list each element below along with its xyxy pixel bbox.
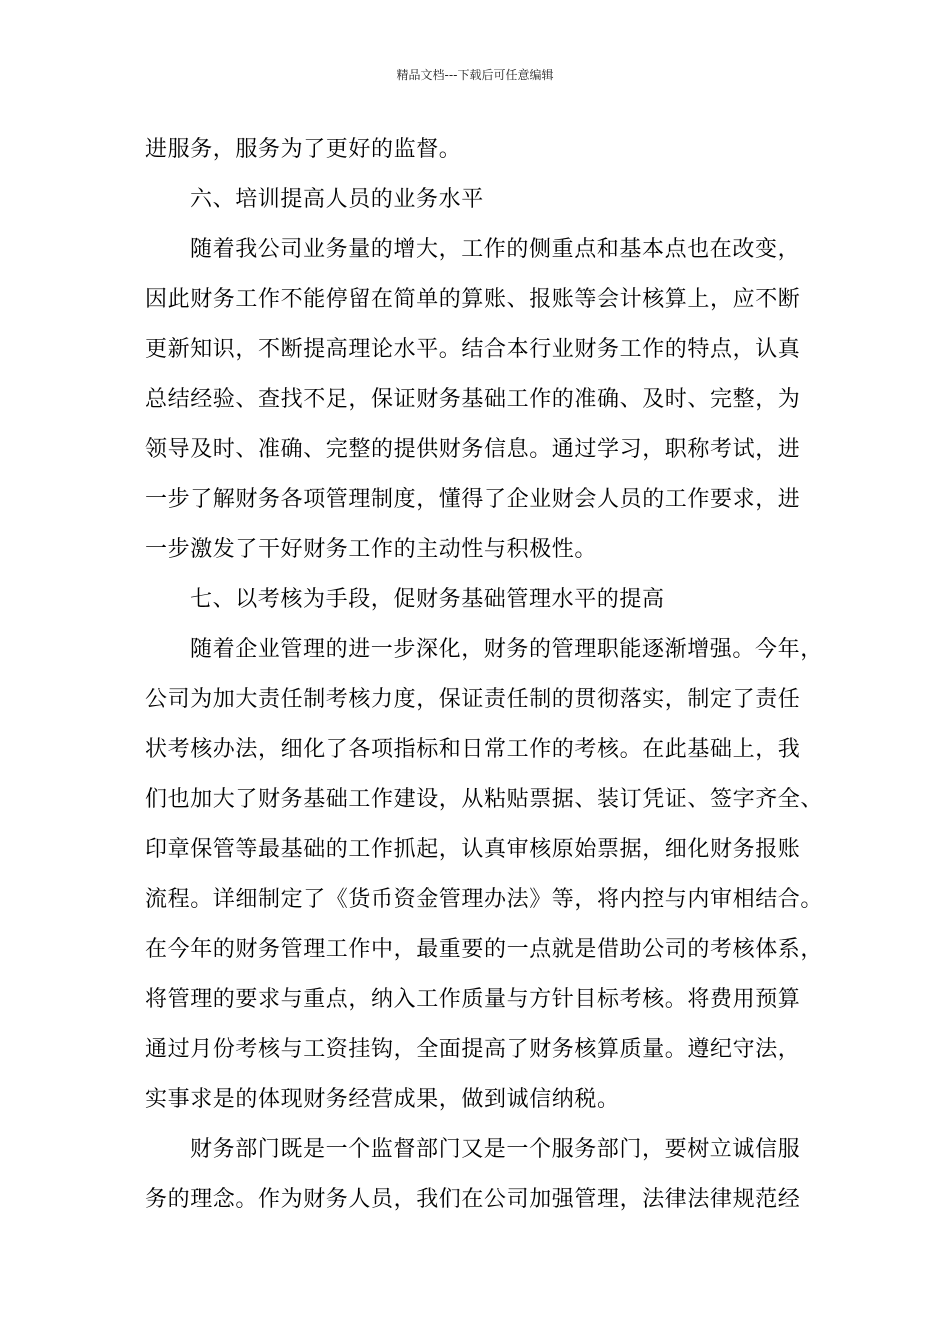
paragraph-line: 公司为加大责任制考核力度，保证责任制的贯彻落实，制定了责任 [145, 687, 801, 712]
paragraph-line: 将管理的要求与重点，纳入工作质量与方针目标考核。将费用预算 [145, 987, 801, 1012]
paragraph-line: 通过月份考核与工资挂钩，全面提高了财务核算质量。遵纪守法， [145, 1037, 801, 1062]
section-heading: 六、培训提高人员的业务水平 [190, 187, 484, 212]
section-heading: 七、以考核为手段，促财务基础管理水平的提高 [190, 587, 665, 612]
paragraph-line: 们也加大了财务基础工作建设，从粘贴票据、装订凭证、签字齐全、 [145, 787, 824, 812]
paragraph-line: 流程。详细制定了《货币资金管理办法》等，将内控与内审相结合。 [145, 887, 824, 912]
paragraph-line: 更新知识，不断提高理论水平。结合本行业财务工作的特点，认真 [145, 337, 801, 362]
paragraph-line: 随着我公司业务量的增大，工作的侧重点和基本点也在改变， [190, 237, 801, 262]
paragraph-line: 实事求是的体现财务经营成果，做到诚信纳税。 [145, 1087, 620, 1112]
paragraph-line: 印章保管等最基础的工作抓起，认真审核原始票据，细化财务报账 [145, 837, 801, 862]
page-header: 精品文档---下载后可任意编辑 [396, 68, 554, 82]
paragraph-line: 财务部门既是一个监督部门又是一个服务部门，要树立诚信服 [190, 1137, 801, 1162]
paragraph-line: 一步了解财务各项管理制度，懂得了企业财会人员的工作要求，进 [145, 487, 801, 512]
paragraph-line: 因此财务工作不能停留在简单的算账、报账等会计核算上，应不断 [145, 287, 801, 312]
paragraph-line: 总结经验、查找不足，保证财务基础工作的准确、及时、完整，为 [145, 387, 801, 412]
paragraph-line: 随着企业管理的进一步深化，财务的管理职能逐渐增强。今年， [190, 637, 823, 662]
paragraph-line: 一步激发了干好财务工作的主动性与积极性。 [145, 537, 598, 562]
paragraph-line: 在今年的财务管理工作中，最重要的一点就是借助公司的考核体系， [145, 937, 824, 962]
paragraph-line: 进服务，服务为了更好的监督。 [145, 137, 462, 162]
paragraph-line: 务的理念。作为财务人员，我们在公司加强管理，法律法律规范经 [145, 1187, 801, 1212]
paragraph-line: 状考核办法，细化了各项指标和日常工作的考核。在此基础上，我 [145, 737, 801, 762]
paragraph-line: 领导及时、准确、完整的提供财务信息。通过学习，职称考试，进 [145, 437, 801, 462]
